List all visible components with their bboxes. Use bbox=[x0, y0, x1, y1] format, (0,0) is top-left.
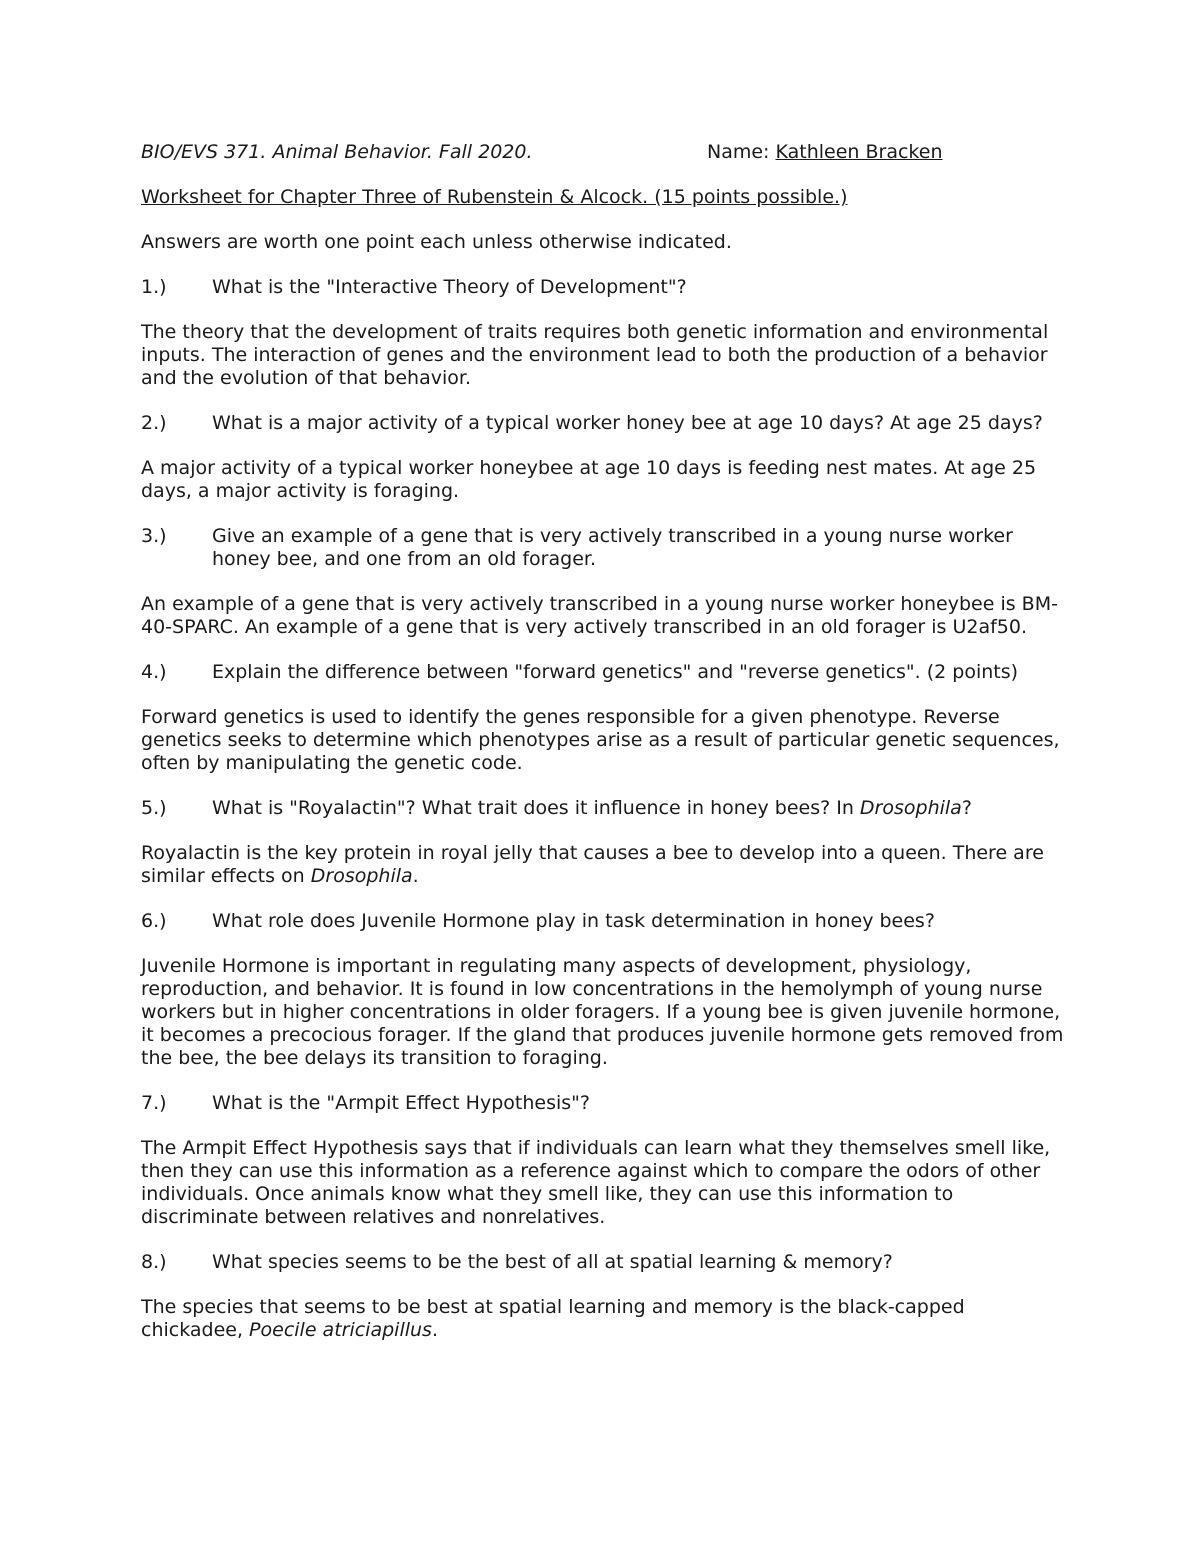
answer-5 bbox=[141, 842, 1066, 888]
question-text-part: ? bbox=[961, 797, 972, 819]
question-text: Give an example of a gene that is very actively transcribed in a young nurse worker honey bee, and one from an old forager. bbox=[212, 525, 1013, 570]
course-title: BIO/EVS 371. Animal Behavior. Fall 2020. bbox=[141, 141, 533, 163]
question-text: What species seems to be the best of all at spatial learning & memory? bbox=[212, 1251, 893, 1273]
question-text: Explain the difference between "forward genetics" and "reverse genetics". (2 points) bbox=[212, 661, 1019, 683]
question-number: 4.) bbox=[141, 661, 167, 683]
instructions: Answers are worth one point each unless otherwise indicated. bbox=[141, 231, 732, 253]
question-number: 6.) bbox=[141, 910, 167, 932]
question-text: What is a major activity of a typical worker honey bee at age 10 days? At age 25 days? bbox=[212, 412, 1043, 434]
worksheet-title: Worksheet for Chapter Three of Rubenstein & Alcock. (15 points possible.) bbox=[141, 186, 848, 208]
header-line bbox=[141, 141, 1066, 164]
species-name: Drosophila bbox=[310, 865, 413, 887]
question-number: 5.) bbox=[141, 797, 167, 819]
question-text: What is the "Armpit Effect Hypothesis"? bbox=[212, 1092, 590, 1114]
species-name: Poecile atriciapillus bbox=[249, 1319, 432, 1341]
answer-8 bbox=[141, 1296, 1066, 1342]
question-2 bbox=[141, 412, 1066, 435]
question-5 bbox=[141, 797, 1066, 820]
answer-text-part: Royalactin is the key protein in royal jelly that causes a bee to develop into a queen. There are similar effects on bbox=[141, 842, 1044, 887]
question-number: 7.) bbox=[141, 1092, 167, 1114]
name-block bbox=[707, 141, 943, 164]
answer-6: Juvenile Hormone is important in regulating many aspects of development, physiology, reproduction, and behavior. It is found in low concentrations in the hemolymph of young nurse workers but in higher concentrations in older foragers. If a young bee is given juvenile hormone, it becomes a precocious forager. If the gland that produces juvenile hormone gets removed from the bee, the bee delays its transition to foraging. bbox=[141, 955, 1064, 1069]
question-3 bbox=[141, 525, 1066, 571]
question-text bbox=[212, 797, 1066, 820]
question-number: 3.) bbox=[141, 525, 167, 547]
question-text: What is the "Interactive Theory of Development"? bbox=[212, 276, 687, 298]
answer-3: An example of a gene that is very actively transcribed in a young nurse worker honeybee is BM-40-SPARC. An example of a gene that is very actively transcribed in an old forager is U2af50. bbox=[141, 593, 1058, 638]
name-label: Name: bbox=[707, 141, 776, 163]
answer-text-part: . bbox=[412, 865, 419, 887]
question-number: 8.) bbox=[141, 1251, 167, 1273]
answer-4: Forward genetics is used to identify the genes responsible for a given phenotype. Reverse genetics seeks to determine which phenotypes arise as a result of particular genetic sequences, often by manipulating the genetic code. bbox=[141, 706, 1060, 774]
question-number: 2.) bbox=[141, 412, 167, 434]
answer-text-part: The species that seems to be best at spatial learning and memory is the black-capped chickadee, bbox=[141, 1296, 965, 1341]
question-7 bbox=[141, 1092, 1066, 1115]
question-text: What role does Juvenile Hormone play in task determination in honey bees? bbox=[212, 910, 935, 932]
question-8 bbox=[141, 1251, 1066, 1274]
question-text-part: What is "Royalactin"? What trait does it influence in honey bees? In bbox=[212, 797, 860, 819]
species-name: Drosophila bbox=[859, 797, 962, 819]
question-4 bbox=[141, 661, 1066, 684]
answer-text-part: . bbox=[431, 1319, 438, 1341]
question-1 bbox=[141, 276, 1066, 299]
answer-2: A major activity of a typical worker honeybee at age 10 days is feeding nest mates. At age 25 days, a major activity is foraging. bbox=[141, 457, 1037, 502]
student-name: Kathleen Bracken bbox=[775, 141, 943, 163]
question-number: 1.) bbox=[141, 276, 167, 298]
worksheet-page bbox=[141, 141, 1066, 1364]
answer-7: The Armpit Effect Hypothesis says that if individuals can learn what they themselves smell like, then they can use this information as a reference against which to compare the odors of other individuals. Once animals know what they smell like, they can use this information to discriminate between relatives and nonrelatives. bbox=[141, 1137, 1051, 1228]
question-6 bbox=[141, 910, 1066, 933]
answer-1: The theory that the development of traits requires both genetic information and environmental inputs. The interaction of genes and the environment lead to both the production of a behavior and the evolution of that behavior. bbox=[141, 321, 1049, 389]
